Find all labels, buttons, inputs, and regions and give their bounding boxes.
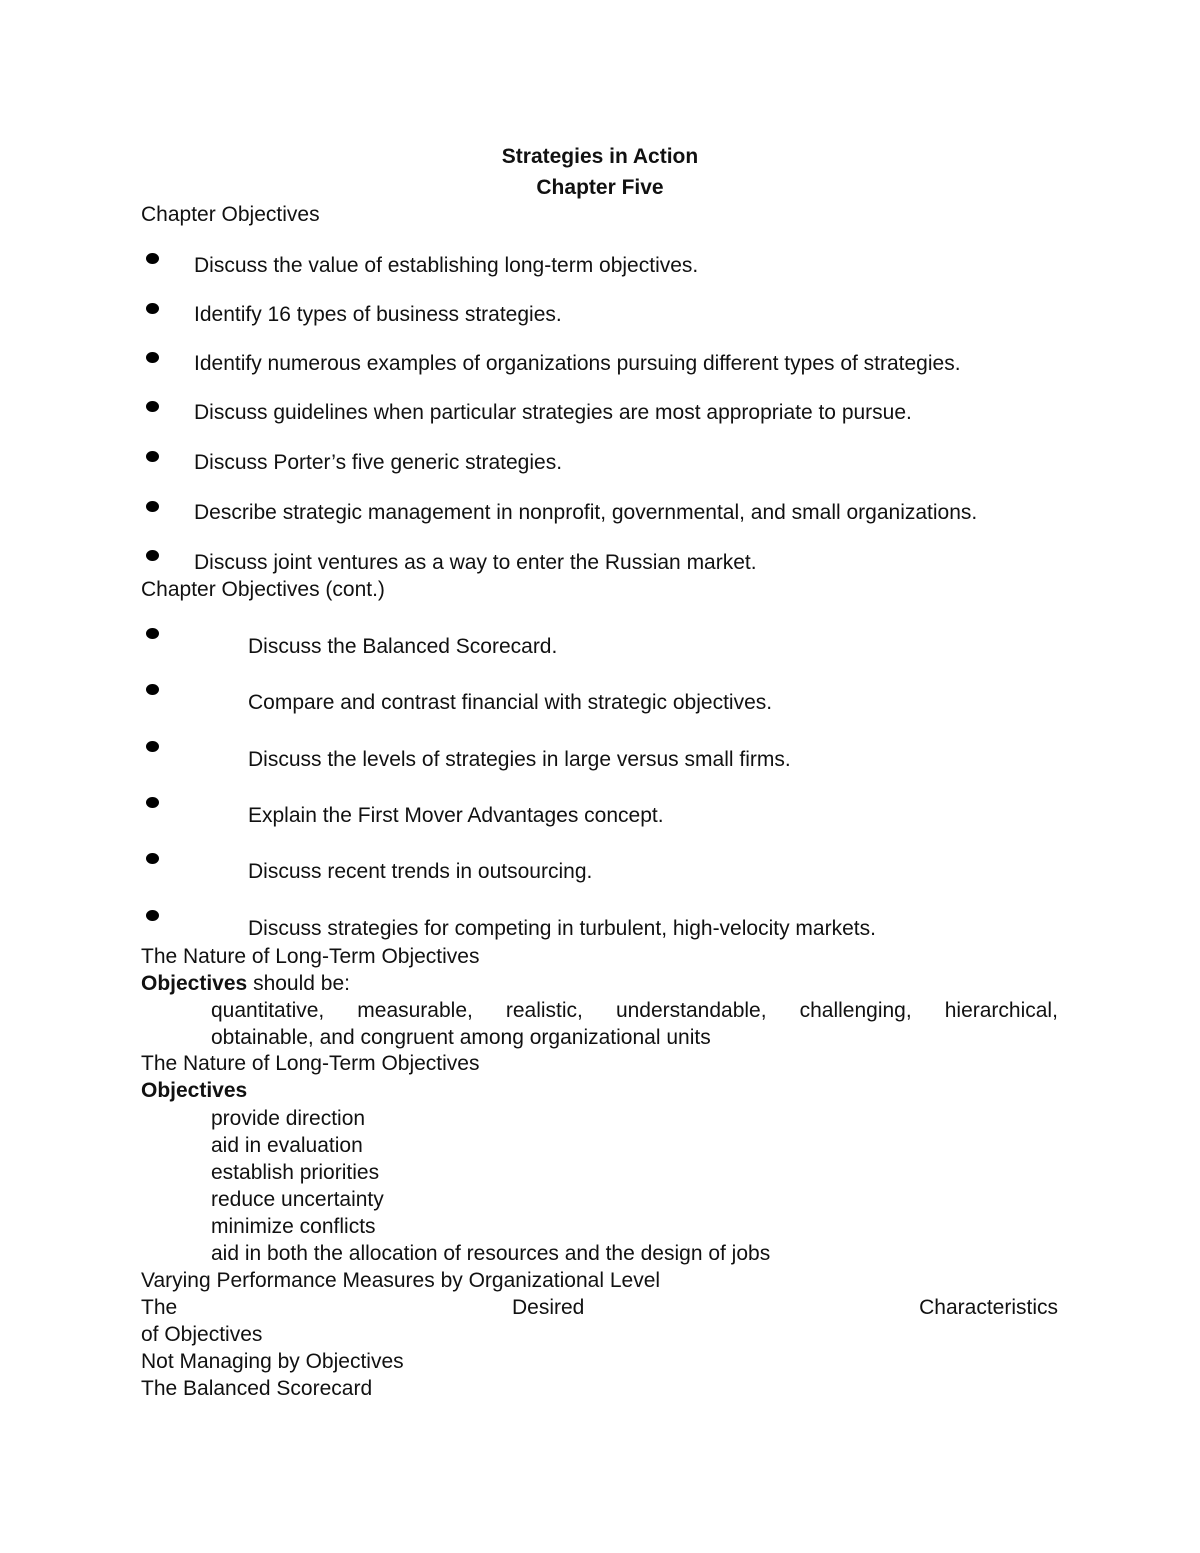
list-item-text: Describe strategic management in nonprofit, governmental, and small organizations. — [194, 501, 978, 524]
bullet-icon — [146, 741, 159, 752]
nature-heading: The Nature of Long-Term Objectives — [141, 945, 480, 968]
qualities-line-continued: obtainable, and congruent among organizational units — [211, 1026, 711, 1049]
purpose-item: provide direction — [211, 1107, 366, 1130]
desired-characteristics-heading-continued: of Objectives — [141, 1323, 263, 1346]
purpose-item: aid in evaluation — [211, 1134, 363, 1157]
qualities-line — [211, 997, 1058, 1024]
nature-heading: The Nature of Long-Term Objectives — [141, 1052, 480, 1075]
objectives-cont-heading: Chapter Objectives (cont.) — [141, 578, 385, 601]
quality-word: quantitative, — [211, 999, 325, 1022]
bullet-icon — [146, 303, 159, 314]
list-item-text: Discuss joint ventures as a way to enter the Russian market. — [194, 551, 757, 574]
list-item-text: Explain the First Mover Advantages concept. — [248, 804, 664, 827]
objectives-bold-label: Objectives — [141, 972, 248, 995]
list-item-text: Discuss guidelines when particular strategies are most appropriate to pursue. — [194, 401, 912, 424]
bullet-icon — [146, 910, 159, 921]
list-item-text: Discuss the levels of strategies in large versus small firms. — [248, 748, 791, 771]
purpose-item: minimize conflicts — [211, 1215, 376, 1238]
purpose-item: aid in both the allocation of resources and the design of jobs — [211, 1242, 771, 1265]
list-item-text: Discuss the value of establishing long-term objectives. — [194, 254, 699, 277]
bullet-icon — [146, 253, 159, 264]
should-be-text: should be: — [247, 972, 350, 995]
heading-word: The — [141, 1296, 178, 1319]
bullet-icon — [146, 501, 159, 512]
balanced-scorecard-heading: The Balanced Scorecard — [141, 1377, 373, 1400]
bullet-icon — [146, 352, 159, 363]
list-item-text: Discuss recent trends in outsourcing. — [248, 860, 593, 883]
bullet-icon — [146, 853, 159, 864]
bullet-icon — [146, 550, 159, 561]
varying-heading: Varying Performance Measures by Organizational Level — [141, 1269, 661, 1292]
document-title: Strategies in Action — [501, 145, 699, 168]
list-item-text: Identify numerous examples of organizations pursuing different types of strategies. — [194, 352, 961, 375]
quality-word: understandable, — [615, 999, 767, 1022]
desired-characteristics-heading — [141, 1294, 1058, 1321]
heading-word: Desired — [511, 1296, 585, 1319]
list-item-text: Discuss the Balanced Scorecard. — [248, 635, 558, 658]
quality-word: hierarchical, — [944, 999, 1058, 1022]
purpose-item: establish priorities — [211, 1161, 380, 1184]
not-managing-heading: Not Managing by Objectives — [141, 1350, 404, 1373]
bullet-icon — [146, 401, 159, 412]
list-item-text: Identify 16 types of business strategies. — [194, 303, 562, 326]
bullet-icon — [146, 797, 159, 808]
document-subtitle: Chapter Five — [536, 176, 664, 199]
bullet-icon — [146, 628, 159, 639]
bullet-icon — [146, 451, 159, 462]
list-item-text: Compare and contrast financial with strategic objectives. — [248, 691, 773, 714]
quality-word: measurable, — [357, 999, 473, 1022]
quality-word: challenging, — [799, 999, 912, 1022]
heading-word: Characteristics — [919, 1296, 1058, 1319]
should-be-line — [141, 970, 350, 997]
objectives-label: Objectives — [141, 1079, 248, 1102]
objectives-heading: Chapter Objectives — [141, 203, 320, 226]
list-item-text: Discuss strategies for competing in turbulent, high-velocity markets. — [248, 917, 876, 940]
quality-word: realistic, — [505, 999, 583, 1022]
purpose-item: reduce uncertainty — [211, 1188, 384, 1211]
bullet-icon — [146, 684, 159, 695]
list-item-text: Discuss Porter’s five generic strategies. — [194, 451, 563, 474]
